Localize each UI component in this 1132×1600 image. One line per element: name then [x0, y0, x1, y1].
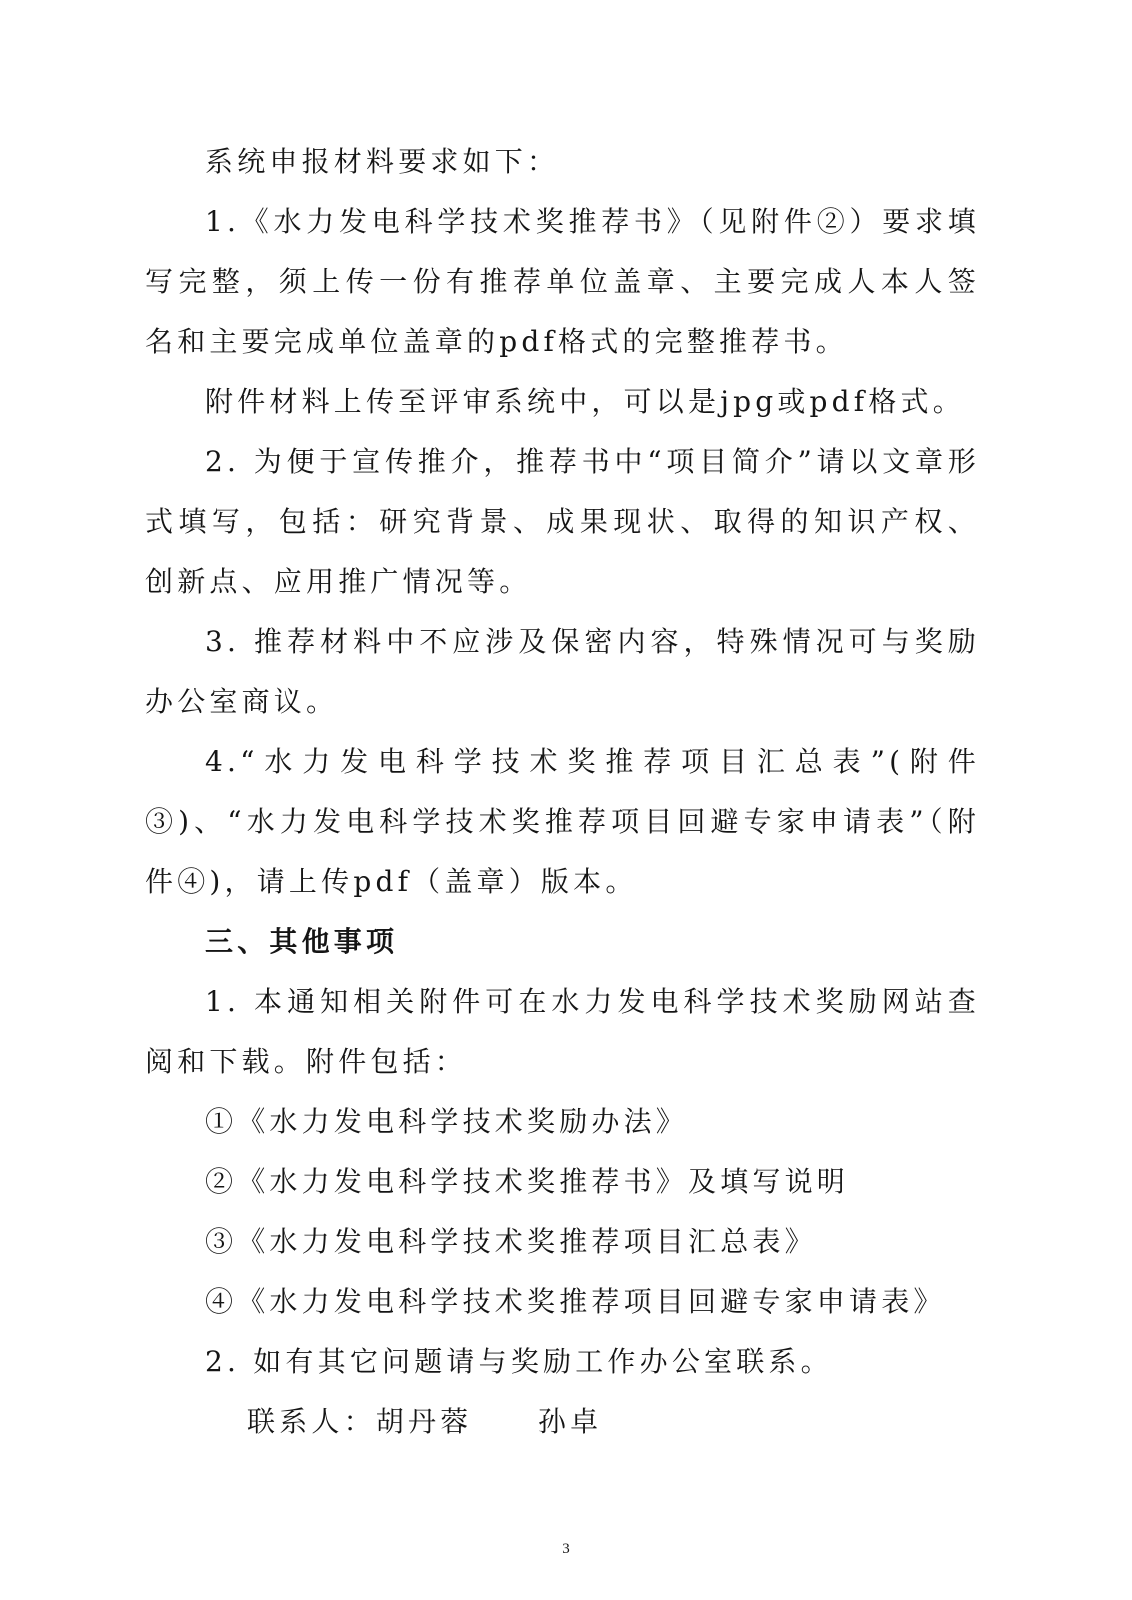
page-number: 3	[562, 1541, 570, 1557]
attachment-list-item-1: ①《水力发电科学技术奖励办法》	[205, 1105, 689, 1138]
paragraph-item-3: 3. 推荐材料中不应涉及保密内容，特殊情况可与奖励办公室商议。	[145, 625, 980, 718]
document-body	[145, 132, 980, 1452]
attachment-list-item-3: ③《水力发电科学技术奖推荐项目汇总表》	[205, 1225, 817, 1258]
paragraph-item-2: 2. 为便于宣传推介，推荐书中“项目简介”请以文章形式填写，包括：研究背景、成果现状、取得的知识产权、创新点、应用推广情况等。	[145, 445, 980, 598]
contact-line: 联系人：胡丹蓉 孙卓	[247, 1405, 603, 1438]
section-heading: 三、其他事项	[205, 925, 399, 958]
paragraph-other-1: 1. 本通知相关附件可在水力发电科学技术奖励网站查阅和下载。附件包括：	[145, 985, 980, 1078]
paragraph-item-1: 1.《水力发电科学技术奖推荐书》（见附件②）要求填写完整，须上传一份有推荐单位盖章、主要完成人本人签名和主要完成单位盖章的pdf格式的完整推荐书。	[145, 205, 980, 358]
paragraph-attachment-upload: 附件材料上传至评审系统中，可以是jpg或pdf格式。	[205, 385, 965, 418]
attachment-list-item-2: ②《水力发电科学技术奖推荐书》及填写说明	[205, 1165, 850, 1198]
paragraph-item-4: 4.“水力发电科学技术奖推荐项目汇总表”(附件③)、“水力发电科学技术奖推荐项目回避专家申请表”（附件④)，请上传pdf（盖章）版本。	[145, 745, 980, 898]
paragraph-other-2: 2. 如有其它问题请与奖励工作办公室联系。	[205, 1345, 833, 1378]
attachment-list-item-4: ④《水力发电科学技术奖推荐项目回避专家申请表》	[205, 1285, 946, 1318]
paragraph-intro: 系统申报材料要求如下：	[205, 145, 560, 178]
